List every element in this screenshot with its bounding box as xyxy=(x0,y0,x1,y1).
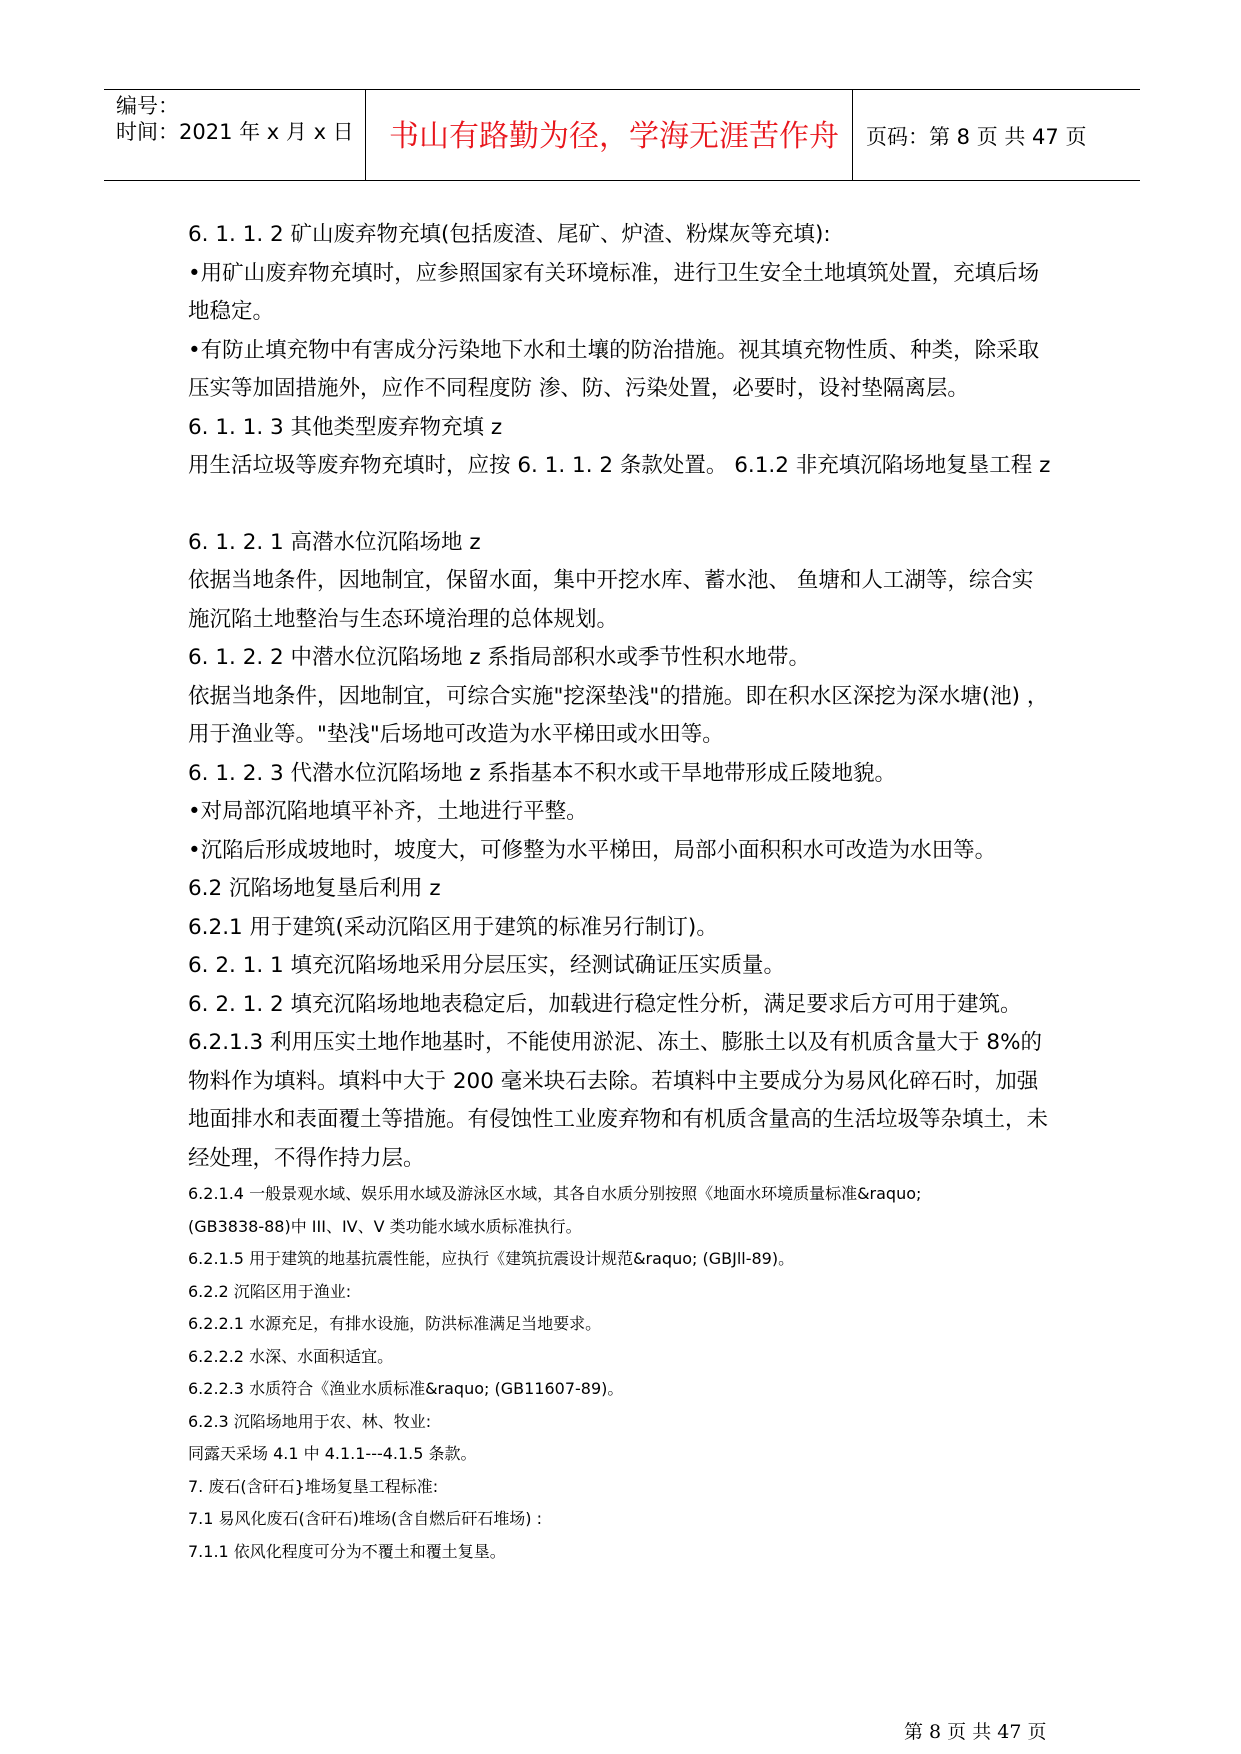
clause-6-2-1-3: 6.2.1.3 利用压实土地作地基时，不能使用淤泥、冻土、膨胀土以及有机质含量大于 8%的 xyxy=(188,1030,1042,1055)
clause-6-2-2-1: 6.2.2.1 水源充足，有排水设施，防洪标准满足当地要求。 xyxy=(188,1314,602,1333)
paragraph-line: •沉陷后形成坡地时，坡度大，可修整为水平梯田，局部小面积积水可改造为水田等。 xyxy=(188,837,997,863)
header-divider-left xyxy=(365,90,366,181)
clause-6-2-1-2: 6. 2. 1. 2 填充沉陷场地地表稳定后，加载进行稳定性分析，满足要求后方可用于建筑。 xyxy=(188,991,1022,1017)
header-motto: 书山有路勤为径，学海无涯苦作舟 xyxy=(389,119,839,154)
page-footer: 第 8 页 共 47 页 xyxy=(904,1721,1047,1743)
page-label: 页码：第 8 页 共 47 页 xyxy=(866,125,1087,149)
header-top-rule xyxy=(104,89,1140,90)
clause-6-1-2-2-heading: 6. 1. 2. 2 中潜水位沉陷场地 z 系指局部积水或季节性积水地带。 xyxy=(188,645,811,670)
clause-6-2-3-heading: 6.2.3 沉陷场地用于农、林、牧业: xyxy=(188,1411,432,1431)
clause-6-1-2-3-heading: 6. 1. 2. 3 代潜水位沉陷场地 z 系指基本不积水或干旱地带形成丘陵地貌。 xyxy=(188,760,897,786)
clause-6-2-2-2: 6.2.2.2 水深、水面积适宜。 xyxy=(188,1346,394,1366)
paragraph-line: 地稳定。 xyxy=(188,299,275,324)
paragraph-line: 经处理，不得作持力层。 xyxy=(188,1145,425,1171)
paragraph-line: 依据当地条件，因地制宜，可综合实施"挖深垫浅"的措施。即在积水区深挖为深水塘(池) ， xyxy=(188,683,1049,709)
clause-6-1-1-2-heading: 6. 1. 1. 2 矿山废弃物充填(包括废渣、尾矿、炉渣、粉煤灰等充填): xyxy=(188,222,831,247)
paragraph-line: 依据当地条件，因地制宜，保留水面，集中开挖水库、蓄水池、 鱼塘和人工湖等，综合实 xyxy=(188,568,1034,593)
paragraph-line: 同露天采场 4.1 中 4.1.1---4.1.5 条款。 xyxy=(188,1444,477,1463)
time-label: 时间：2021 年 x 月 x 日 xyxy=(116,120,354,144)
paragraph-line: 用生活垃圾等废弃物充填时，应按 6. 1. 1. 2 条款处置。 6.1.2 非充填沉陷场地复垦工程 z xyxy=(188,453,1051,478)
paragraph-line: 用于渔业等。"垫浅"后场地可改造为水平梯田或水田等。 xyxy=(188,722,724,747)
serial-label: 编号： xyxy=(116,94,179,118)
paragraph-line: 地面排水和表面覆土等措施。有侵蚀性工业废弃物和有机质含量高的生活垃圾等杂填土，未 xyxy=(188,1107,1049,1132)
clause-6-2-1-5: 6.2.1.5 用于建筑的地基抗震性能，应执行《建筑抗震设计规范&raquo; (GBJll-89)。 xyxy=(188,1249,795,1268)
paragraph-line: 压实等加固措施外，应作不同程度防 渗、防、污染处置，必要时，设衬垫隔离层。 xyxy=(188,376,969,401)
paragraph-line: 物料作为填料。填料中大于 200 毫米块石去除。若填料中主要成分为易风化碎石时，加强 xyxy=(188,1068,1039,1094)
header-bottom-rule xyxy=(104,180,1140,181)
paragraph-line: •对局部沉陷地填平补齐，土地进行平整。 xyxy=(188,799,588,824)
spacer xyxy=(188,486,1068,524)
clause-6-2-1-heading: 6.2.1 用于建筑(采动沉陷区用于建筑的标准另行制订)。 xyxy=(188,914,718,940)
section-6-2-heading: 6.2 沉陷场地复垦后利用 z xyxy=(188,876,441,901)
clause-6-2-2-heading: 6.2.2 沉陷区用于渔业: xyxy=(188,1281,352,1301)
clause-6-2-2-3: 6.2.2.3 水质符合《渔业水质标准&raquo; (GB11607-89)。 xyxy=(188,1379,624,1398)
paragraph-line: •有防止填充物中有害成分污染地下水和土壤的防治措施。视其填充物性质、种类，除采取 xyxy=(188,337,1040,363)
clause-6-2-1-1: 6. 2. 1. 1 填充沉陷场地采用分层压实，经测试确证压实质量。 xyxy=(188,953,786,978)
paragraph-line: (GB3838-88)中 III、IV、V 类功能水域水质标准执行。 xyxy=(188,1216,582,1236)
clause-7-1-1: 7.1.1 依风化程度可分为不覆土和覆土复垦。 xyxy=(188,1541,506,1561)
document-body xyxy=(188,216,1068,1568)
clause-6-1-2-1-heading: 6. 1. 2. 1 高潜水位沉陷场地 z xyxy=(188,529,481,555)
paragraph-line: 施沉陷土地整治与生态环境治理的总体规划。 xyxy=(188,606,619,632)
clause-6-2-1-4: 6.2.1.4 一般景观水域、娱乐用水域及游泳区水域，其各自水质分别按照《地面水环境质量标准&raquo; xyxy=(188,1184,922,1203)
clause-7-1-heading: 7.1 易风化废石(含矸石)堆场(含自燃后矸石堆场) : xyxy=(188,1509,542,1528)
clause-6-1-1-3-heading: 6. 1. 1. 3 其他类型废弃物充填 z xyxy=(188,414,503,440)
paragraph-line: •用矿山废弃物充填时，应参照国家有关环境标准，进行卫生安全土地填筑处置，充填后场 xyxy=(188,260,1040,286)
section-7-heading: 7. 废石(含矸石}堆场复垦工程标准: xyxy=(188,1476,439,1496)
